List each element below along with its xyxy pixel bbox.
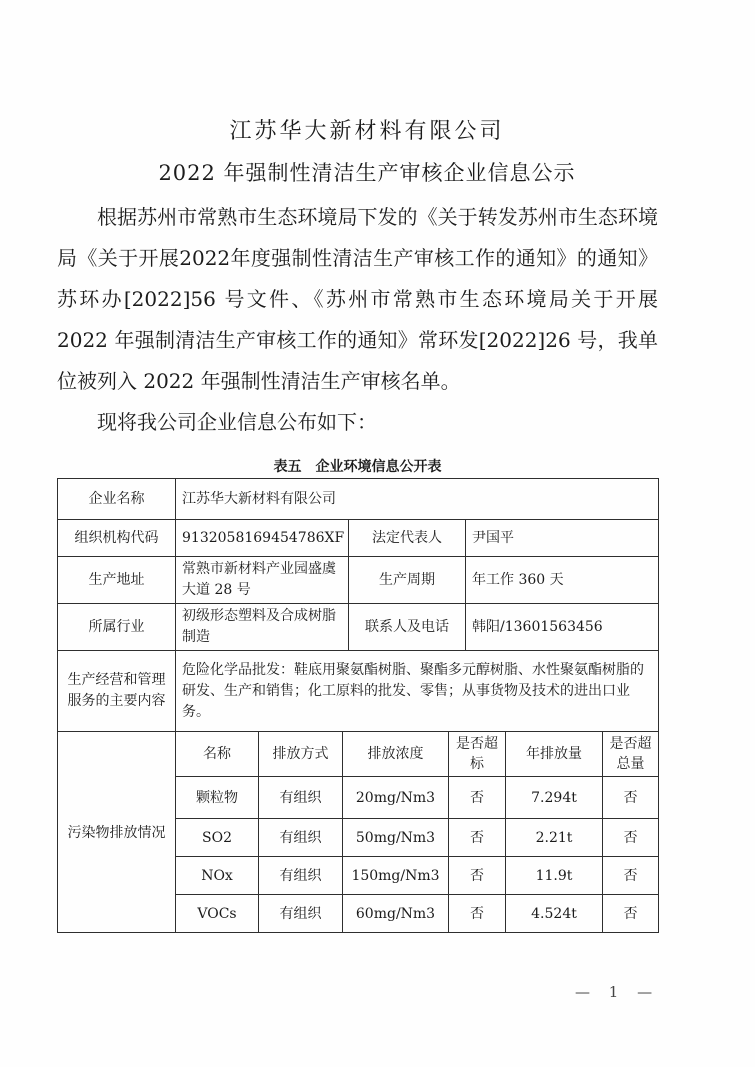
address-value: 常熟市新材料产业园盛虞大道 28 号 [176,557,349,604]
emission-mode: 有组织 [259,857,343,895]
emission-header-mode: 排放方式 [259,732,343,777]
body-paragraph-2: 现将我公司企业信息公布如下： [97,410,377,434]
industry-value: 初级形态塑料及合成树脂制造 [176,604,349,651]
legal-rep-value: 尹国平 [466,520,659,557]
org-code-label: 组织机构代码 [58,520,176,557]
exceed-standard: 否 [449,819,506,857]
table-row [58,557,659,604]
pollutant-name: 颗粒物 [176,777,259,819]
annual-emission: 4.524t [506,895,603,933]
document-title: 江苏华大新材料有限公司 [229,119,505,144]
document-subtitle: 2022 年强制性清洁生产审核企业信息公示 [158,161,576,185]
emission-header-exceed-total: 是否超总量 [603,732,659,777]
body-paragraph-1: 根据苏州市常熟市生态环境局下发的《关于转发苏州市生态环境局《关于开展2022年度强制性清洁生产审核工作的通知》的通知》苏环办[2022]56 号文件、《苏州市常熟市生态环境局关于开展 2022 年强制清洁生产审核工作的通知》常环发[2022]26 号，我单位被列入 2022 年强制性清洁生产审核名单。 [57,205,658,393]
production-cycle-value: 年工作 360 天 [466,557,659,604]
emission-mode: 有组织 [259,895,343,933]
table-row [58,604,659,651]
emission-concentration: 50mg/Nm3 [343,819,449,857]
pollutant-name: VOCs [176,895,259,933]
company-name-label: 企业名称 [58,479,176,520]
table-caption: 表五 企业环境信息公开表 [273,459,442,475]
table-row [58,479,659,520]
address-label: 生产地址 [58,557,176,604]
emission-concentration: 150mg/Nm3 [343,857,449,895]
business-scope-label: 生产经营和管理服务的主要内容 [58,651,176,732]
enterprise-info-table [57,478,659,933]
document-body [57,197,658,443]
emission-header-concentration: 排放浓度 [343,732,449,777]
business-scope-value: 危险化学品批发：鞋底用聚氨酯树脂、聚酯多元醇树脂、水性聚氨酯树脂的研发、生产和销售；化工原料的批发、零售；从事货物及技术的进出口业务。 [176,651,659,732]
contact-label: 联系人及电话 [349,604,466,651]
emission-mode: 有组织 [259,777,343,819]
legal-rep-label: 法定代表人 [349,520,466,557]
production-cycle-label: 生产周期 [349,557,466,604]
emission-header-row [58,732,659,777]
page-number: — 1 — [575,983,655,1001]
table-row [58,520,659,557]
emission-concentration: 60mg/Nm3 [343,895,449,933]
annual-emission: 11.9t [506,857,603,895]
contact-value: 韩阳/13601563456 [466,604,659,651]
pollutant-name: NOx [176,857,259,895]
pollutant-name: SO2 [176,819,259,857]
emission-concentration: 20mg/Nm3 [343,777,449,819]
industry-label: 所属行业 [58,604,176,651]
exceed-total: 否 [603,819,659,857]
emission-header-exceed: 是否超标 [449,732,506,777]
exceed-standard: 否 [449,777,506,819]
exceed-total: 否 [603,857,659,895]
emission-header-name: 名称 [176,732,259,777]
annual-emission: 7.294t [506,777,603,819]
emission-section-label: 污染物排放情况 [58,732,176,933]
annual-emission: 2.21t [506,819,603,857]
exceed-total: 否 [603,895,659,933]
company-name-value: 江苏华大新材料有限公司 [176,479,659,520]
org-code-value: 9132058169454786XF [176,520,349,557]
exceed-standard: 否 [449,857,506,895]
table-row [58,651,659,732]
exceed-standard: 否 [449,895,506,933]
emission-header-annual: 年排放量 [506,732,603,777]
emission-mode: 有组织 [259,819,343,857]
exceed-total: 否 [603,777,659,819]
